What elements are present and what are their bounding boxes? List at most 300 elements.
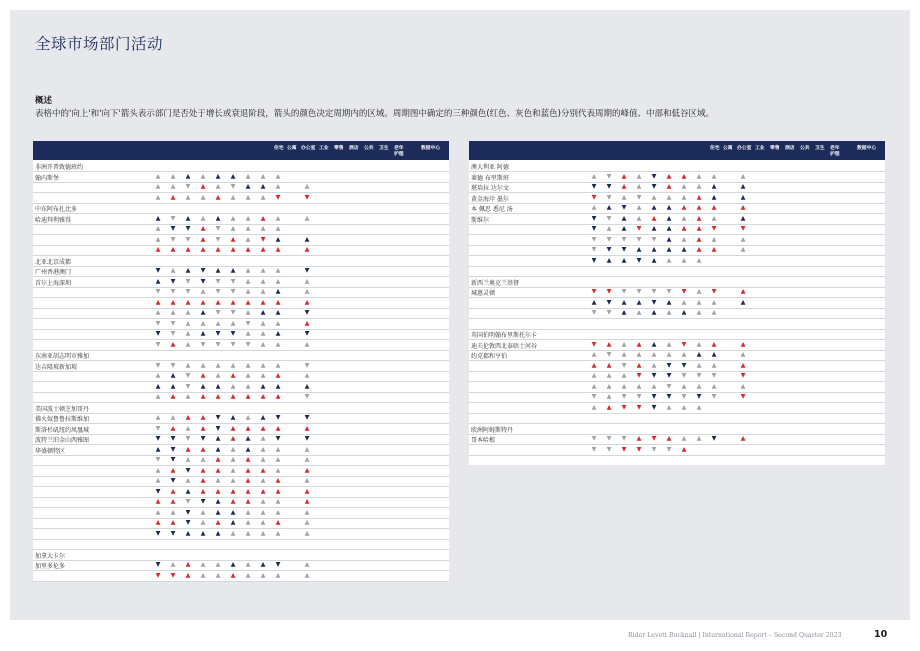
arrow-up-icon: ▲ [215, 214, 221, 222]
arrow-down-icon: ▼ [170, 277, 176, 285]
arrow-down-icon: ▼ [304, 435, 310, 442]
arrow-up-icon: ▲ [170, 414, 176, 421]
arrow-up-icon: ▲ [740, 204, 746, 211]
arrow-up-icon: ▲ [681, 214, 687, 222]
arrow-up-icon: ▲ [245, 361, 251, 369]
arrow-up-icon: ▲ [666, 235, 672, 243]
arrow-down-icon: ▼ [185, 466, 191, 474]
row-label: 本 佩思 悉尼 汤 [471, 206, 513, 213]
table-row [33, 203, 449, 214]
row-label: 北亚北京成都 [35, 258, 72, 266]
arrow-down-icon: ▼ [591, 309, 597, 316]
arrow-up-icon: ▲ [155, 393, 161, 400]
arrow-up-icon: ▲ [260, 267, 266, 274]
arrow-up-icon: ▲ [185, 487, 191, 495]
header-sector-1: 公寓 [723, 146, 733, 151]
arrow-up-icon: ▲ [621, 340, 627, 348]
arrow-up-icon: ▲ [200, 214, 206, 222]
arrow-up-icon: ▲ [606, 361, 612, 369]
header-sector-3: 工业 [755, 146, 765, 151]
arrow-down-icon: ▼ [636, 235, 642, 243]
arrow-up-icon: ▲ [621, 214, 627, 222]
arrow-up-icon: ▲ [304, 456, 310, 463]
arrow-up-icon: ▲ [275, 498, 281, 505]
arrow-down-icon: ▼ [185, 498, 191, 505]
arrow-down-icon: ▼ [636, 288, 642, 295]
arrow-up-icon: ▲ [245, 330, 251, 337]
right-sector-table [469, 141, 885, 465]
arrow-up-icon: ▲ [740, 172, 746, 180]
arrow-up-icon: ▲ [185, 424, 191, 432]
arrow-up-icon: ▲ [696, 340, 702, 348]
table-row [469, 319, 885, 330]
arrow-up-icon: ▲ [200, 372, 206, 379]
arrow-down-icon: ▼ [245, 319, 251, 327]
arrow-up-icon: ▲ [185, 267, 191, 274]
arrow-up-icon: ▲ [245, 466, 251, 474]
arrow-up-icon: ▲ [215, 519, 221, 526]
arrow-down-icon: ▼ [200, 277, 206, 285]
arrow-up-icon: ▲ [591, 204, 597, 211]
arrow-up-icon: ▲ [621, 351, 627, 358]
arrow-up-icon: ▲ [245, 267, 251, 274]
arrow-up-icon: ▲ [260, 456, 266, 463]
arrow-down-icon: ▼ [155, 361, 161, 369]
arrow-up-icon: ▲ [230, 267, 236, 274]
table-row [33, 476, 449, 487]
arrow-down-icon: ▼ [215, 288, 221, 295]
arrow-down-icon: ▼ [636, 393, 642, 400]
arrow-up-icon: ▲ [696, 309, 702, 316]
arrow-up-icon: ▲ [304, 529, 310, 537]
table-row [469, 424, 885, 435]
arrow-up-icon: ▲ [245, 456, 251, 463]
arrow-up-icon: ▲ [621, 372, 627, 379]
arrow-up-icon: ▲ [155, 519, 161, 526]
arrow-up-icon: ▲ [696, 361, 702, 369]
arrow-up-icon: ▲ [185, 298, 191, 306]
table-row [33, 382, 449, 393]
table-row [33, 518, 449, 529]
arrow-down-icon: ▼ [260, 235, 266, 243]
arrow-up-icon: ▲ [230, 561, 236, 568]
arrow-down-icon: ▼ [155, 435, 161, 442]
arrow-up-icon: ▲ [215, 172, 221, 180]
arrow-down-icon: ▼ [155, 330, 161, 337]
arrow-down-icon: ▼ [666, 372, 672, 379]
arrow-up-icon: ▲ [170, 309, 176, 316]
arrow-up-icon: ▲ [245, 519, 251, 526]
arrow-down-icon: ▼ [170, 456, 176, 463]
arrow-down-icon: ▼ [591, 435, 597, 442]
table-row [33, 266, 449, 277]
arrow-up-icon: ▲ [170, 246, 176, 253]
arrow-up-icon: ▲ [681, 403, 687, 411]
table-row [33, 350, 449, 361]
arrow-up-icon: ▲ [230, 466, 236, 474]
arrow-down-icon: ▼ [666, 361, 672, 369]
arrow-up-icon: ▲ [200, 183, 206, 190]
row-label: 堪培拉 达尔文 [471, 185, 509, 192]
arrow-up-icon: ▲ [740, 435, 746, 442]
arrow-up-icon: ▲ [185, 172, 191, 180]
arrow-down-icon: ▼ [696, 372, 702, 379]
arrow-down-icon: ▼ [185, 382, 191, 390]
arrow-up-icon: ▲ [621, 172, 627, 180]
arrow-down-icon: ▼ [170, 571, 176, 579]
table-row [33, 172, 449, 183]
arrow-up-icon: ▲ [696, 246, 702, 253]
table-row [33, 287, 449, 298]
arrow-up-icon: ▲ [245, 487, 251, 495]
arrow-down-icon: ▼ [275, 561, 281, 568]
arrow-up-icon: ▲ [636, 298, 642, 306]
arrow-up-icon: ▲ [260, 372, 266, 379]
arrow-up-icon: ▲ [591, 351, 597, 358]
arrow-up-icon: ▲ [275, 456, 281, 463]
arrow-up-icon: ▲ [740, 288, 746, 295]
arrow-down-icon: ▼ [170, 235, 176, 243]
table-row [469, 371, 885, 382]
arrow-up-icon: ▲ [621, 183, 627, 190]
table-row [33, 571, 449, 582]
arrow-up-icon: ▲ [681, 235, 687, 243]
arrow-down-icon: ▼ [591, 256, 597, 264]
row-label: 加里多伦多 [35, 563, 66, 570]
arrow-down-icon: ▼ [185, 435, 191, 442]
row-label: 东南亚胡志明市雅加 [35, 353, 90, 360]
arrow-down-icon: ▼ [621, 445, 627, 453]
table-row [469, 277, 885, 288]
arrow-up-icon: ▲ [155, 246, 161, 253]
arrow-up-icon: ▲ [200, 561, 206, 568]
arrow-down-icon: ▼ [230, 340, 236, 348]
arrow-down-icon: ▼ [740, 372, 746, 379]
arrow-up-icon: ▲ [230, 424, 236, 432]
arrow-up-icon: ▲ [155, 414, 161, 421]
arrow-up-icon: ▲ [606, 382, 612, 390]
arrow-up-icon: ▲ [230, 445, 236, 453]
row-label: 斯维尔 [471, 216, 490, 224]
arrow-up-icon: ▲ [170, 508, 176, 516]
arrow-up-icon: ▲ [740, 193, 746, 201]
arrow-up-icon: ▲ [230, 361, 236, 369]
arrow-up-icon: ▲ [230, 529, 236, 537]
table-row [33, 455, 449, 466]
arrow-up-icon: ▲ [275, 508, 281, 516]
arrow-up-icon: ▲ [170, 298, 176, 306]
arrow-up-icon: ▲ [591, 382, 597, 390]
arrow-up-icon: ▲ [636, 309, 642, 316]
arrow-down-icon: ▼ [304, 361, 310, 369]
arrow-down-icon: ▼ [215, 424, 221, 432]
arrow-up-icon: ▲ [215, 193, 221, 201]
arrow-up-icon: ▲ [651, 225, 657, 232]
arrow-up-icon: ▲ [275, 330, 281, 337]
arrow-down-icon: ▼ [200, 435, 206, 442]
arrow-up-icon: ▲ [230, 519, 236, 526]
arrow-down-icon: ▼ [185, 277, 191, 285]
arrow-up-icon: ▲ [275, 372, 281, 379]
arrow-up-icon: ▲ [260, 193, 266, 201]
table-row [469, 329, 885, 340]
arrow-up-icon: ▲ [651, 309, 657, 316]
table-row [33, 224, 449, 235]
row-label: 华盛顿特区 [35, 447, 66, 455]
arrow-up-icon: ▲ [651, 214, 657, 222]
arrow-up-icon: ▲ [666, 435, 672, 442]
arrow-down-icon: ▼ [666, 393, 672, 400]
arrow-up-icon: ▲ [170, 183, 176, 190]
table-row [33, 214, 449, 225]
arrow-up-icon: ▲ [245, 424, 251, 432]
arrow-up-icon: ▲ [245, 214, 251, 222]
arrow-up-icon: ▲ [696, 235, 702, 243]
header-sector-0: 住宅 [710, 146, 720, 151]
arrow-up-icon: ▲ [711, 214, 717, 222]
arrow-up-icon: ▲ [215, 498, 221, 505]
arrow-up-icon: ▲ [230, 498, 236, 505]
arrow-up-icon: ▲ [215, 561, 221, 568]
arrow-up-icon: ▲ [230, 225, 236, 232]
arrow-down-icon: ▼ [651, 183, 657, 190]
row-label: 广州香港澳门 [35, 269, 72, 276]
arrow-up-icon: ▲ [740, 340, 746, 348]
arrow-up-icon: ▲ [245, 288, 251, 295]
arrow-up-icon: ▲ [200, 288, 206, 295]
arrow-down-icon: ▼ [155, 288, 161, 295]
arrow-up-icon: ▲ [275, 267, 281, 274]
arrow-up-icon: ▲ [260, 361, 266, 369]
arrow-up-icon: ▲ [304, 498, 310, 505]
arrow-up-icon: ▲ [245, 193, 251, 201]
arrow-up-icon: ▲ [304, 372, 310, 379]
arrow-up-icon: ▲ [681, 309, 687, 316]
header-sector-5: 酒店 [349, 146, 359, 151]
row-label: 澳大利亚 阿德 [471, 164, 509, 171]
arrow-up-icon: ▲ [155, 382, 161, 390]
arrow-down-icon: ▼ [651, 393, 657, 400]
arrow-up-icon: ▲ [636, 435, 642, 442]
arrow-up-icon: ▲ [636, 214, 642, 222]
arrow-up-icon: ▲ [215, 508, 221, 516]
row-label: 首尔上海深圳 [35, 279, 72, 287]
table-row [33, 319, 449, 330]
arrow-up-icon: ▲ [651, 340, 657, 348]
header-sector-1: 公寓 [287, 146, 297, 151]
arrow-up-icon: ▲ [260, 319, 266, 327]
arrow-up-icon: ▲ [245, 277, 251, 285]
arrow-up-icon: ▲ [636, 204, 642, 211]
arrow-down-icon: ▼ [215, 309, 221, 316]
arrow-up-icon: ▲ [260, 393, 266, 400]
arrow-up-icon: ▲ [666, 351, 672, 358]
arrow-up-icon: ▲ [260, 477, 266, 484]
arrow-down-icon: ▼ [651, 445, 657, 453]
arrow-up-icon: ▲ [230, 435, 236, 442]
arrow-up-icon: ▲ [200, 414, 206, 421]
table-row [469, 245, 885, 256]
arrow-down-icon: ▼ [606, 235, 612, 243]
arrow-up-icon: ▲ [245, 477, 251, 484]
arrow-down-icon: ▼ [606, 435, 612, 442]
header-data-center: 数据中心 [421, 146, 441, 151]
arrow-up-icon: ▲ [681, 298, 687, 306]
arrow-up-icon: ▲ [245, 246, 251, 253]
row-label: 非洲开普敦德班约 [35, 164, 84, 171]
arrow-up-icon: ▲ [245, 445, 251, 453]
arrow-up-icon: ▲ [260, 561, 266, 568]
arrow-down-icon: ▼ [696, 393, 702, 400]
arrow-up-icon: ▲ [200, 487, 206, 495]
arrow-down-icon: ▼ [591, 340, 597, 348]
arrow-down-icon: ▼ [606, 183, 612, 190]
row-label: 新西兰奥克兰基督 [471, 279, 520, 287]
arrow-up-icon: ▲ [155, 193, 161, 201]
table-row [469, 340, 885, 351]
table-row [469, 214, 885, 225]
arrow-up-icon: ▲ [606, 393, 612, 400]
arrow-down-icon: ▼ [711, 372, 717, 379]
arrow-up-icon: ▲ [651, 204, 657, 211]
arrow-down-icon: ▼ [711, 435, 717, 442]
table-row [469, 308, 885, 319]
arrow-up-icon: ▲ [696, 204, 702, 211]
header-sector-2: 办公室 [301, 146, 316, 151]
table-row [33, 497, 449, 508]
header-sector-8: 老年 [394, 146, 404, 151]
table-row [469, 413, 885, 424]
arrow-up-icon: ▲ [200, 330, 206, 337]
arrow-up-icon: ▲ [696, 382, 702, 390]
arrow-up-icon: ▲ [215, 393, 221, 400]
overview-text: 表格中的'向上'和'向下'箭头表示部门是否处于增长或衰退阶段，箭头的颜色决定周期内的区域。周期图中确定的三种颜色(红色、灰色和蓝色)分别代表周期的峰值、中部和低谷区域。 [35, 109, 714, 119]
arrow-up-icon: ▲ [200, 466, 206, 474]
arrow-up-icon: ▲ [740, 183, 746, 190]
arrow-up-icon: ▲ [275, 214, 281, 222]
arrow-up-icon: ▲ [591, 298, 597, 306]
row-label: 哈迪拜利雅得 [35, 216, 72, 224]
arrow-up-icon: ▲ [275, 361, 281, 369]
arrow-down-icon: ▼ [591, 445, 597, 453]
table-row [469, 434, 885, 445]
overview-heading: 概述 [35, 96, 53, 106]
arrow-up-icon: ▲ [260, 498, 266, 505]
arrow-down-icon: ▼ [185, 519, 191, 526]
arrow-up-icon: ▲ [304, 246, 310, 253]
arrow-up-icon: ▲ [245, 393, 251, 400]
table-row [33, 245, 449, 256]
arrow-down-icon: ▼ [200, 498, 206, 505]
arrow-down-icon: ▼ [170, 214, 176, 222]
arrow-up-icon: ▲ [185, 571, 191, 579]
arrow-up-icon: ▲ [651, 193, 657, 201]
arrow-up-icon: ▲ [155, 372, 161, 379]
arrow-up-icon: ▲ [666, 214, 672, 222]
arrow-up-icon: ▲ [185, 309, 191, 316]
arrow-up-icon: ▲ [260, 172, 266, 180]
arrow-up-icon: ▲ [200, 382, 206, 390]
arrow-up-icon: ▲ [260, 519, 266, 526]
arrow-up-icon: ▲ [245, 529, 251, 537]
arrow-up-icon: ▲ [200, 193, 206, 201]
table-row [469, 182, 885, 193]
table-header [33, 141, 449, 160]
arrow-up-icon: ▲ [681, 193, 687, 201]
arrow-up-icon: ▲ [696, 183, 702, 190]
arrow-up-icon: ▲ [215, 246, 221, 253]
arrow-up-icon: ▲ [275, 487, 281, 495]
arrow-up-icon: ▲ [621, 309, 627, 316]
arrow-up-icon: ▲ [245, 508, 251, 516]
arrow-up-icon: ▲ [275, 319, 281, 327]
arrow-up-icon: ▲ [185, 319, 191, 327]
table-row [33, 277, 449, 288]
arrow-down-icon: ▼ [606, 351, 612, 358]
table-row [33, 256, 449, 267]
arrow-down-icon: ▼ [606, 172, 612, 180]
header-sector-6: 公共 [364, 146, 374, 151]
arrow-up-icon: ▲ [740, 361, 746, 369]
arrow-up-icon: ▲ [170, 172, 176, 180]
row-label: 加拿大卡尔 [35, 552, 66, 560]
arrow-up-icon: ▲ [230, 319, 236, 327]
arrow-up-icon: ▲ [260, 382, 266, 390]
arrow-up-icon: ▲ [260, 445, 266, 453]
arrow-down-icon: ▼ [651, 372, 657, 379]
arrow-down-icon: ▼ [621, 235, 627, 243]
row-label: 黄金海岸 墨尔 [471, 195, 509, 203]
arrow-up-icon: ▲ [275, 529, 281, 537]
table-row [33, 308, 449, 319]
arrow-up-icon: ▲ [711, 172, 717, 180]
arrow-down-icon: ▼ [245, 340, 251, 348]
arrow-down-icon: ▼ [651, 298, 657, 306]
arrow-up-icon: ▲ [681, 246, 687, 253]
arrow-up-icon: ▲ [696, 351, 702, 358]
arrow-up-icon: ▲ [696, 288, 702, 295]
arrow-up-icon: ▲ [304, 487, 310, 495]
arrow-up-icon: ▲ [230, 193, 236, 201]
arrow-up-icon: ▲ [636, 172, 642, 180]
arrow-up-icon: ▲ [230, 235, 236, 243]
arrow-up-icon: ▲ [711, 309, 717, 316]
arrow-up-icon: ▲ [636, 246, 642, 253]
table-header [469, 141, 885, 160]
arrow-down-icon: ▼ [170, 288, 176, 295]
arrow-down-icon: ▼ [606, 288, 612, 295]
arrow-up-icon: ▲ [245, 298, 251, 306]
arrow-up-icon: ▲ [696, 193, 702, 201]
arrow-up-icon: ▲ [621, 382, 627, 390]
arrow-down-icon: ▼ [215, 414, 221, 421]
arrow-up-icon: ▲ [185, 330, 191, 337]
arrow-up-icon: ▲ [275, 183, 281, 190]
arrow-down-icon: ▼ [185, 183, 191, 190]
arrow-up-icon: ▲ [666, 309, 672, 316]
arrow-down-icon: ▼ [185, 372, 191, 379]
arrow-up-icon: ▲ [275, 172, 281, 180]
arrow-up-icon: ▲ [170, 340, 176, 348]
arrow-up-icon: ▲ [200, 235, 206, 243]
arrow-down-icon: ▼ [155, 319, 161, 327]
arrow-up-icon: ▲ [200, 477, 206, 484]
arrow-up-icon: ▲ [245, 235, 251, 243]
arrow-up-icon: ▲ [200, 393, 206, 400]
arrow-up-icon: ▲ [185, 529, 191, 537]
arrow-down-icon: ▼ [200, 267, 206, 274]
table-row [469, 224, 885, 235]
